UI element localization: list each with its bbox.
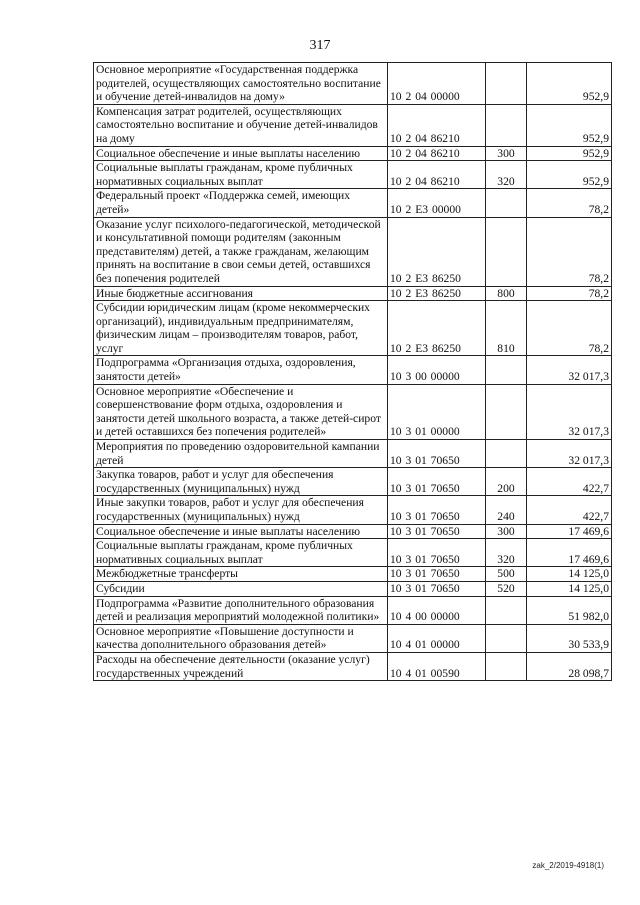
row-expense-type-cell: 520 [486, 581, 527, 596]
row-expense-type-cell [486, 189, 527, 217]
row-name-cell: Социальные выплаты гражданам, кроме публичных нормативных социальных выплат [94, 539, 388, 567]
row-code-cell: 10 2 E3 86250 [388, 286, 486, 301]
table-row [94, 146, 612, 161]
row-code-cell: 10 3 01 70650 [388, 539, 486, 567]
row-expense-type-cell: 240 [486, 496, 527, 524]
row-expense-type-cell: 300 [486, 524, 527, 539]
row-amount-cell: 32 017,3 [527, 384, 612, 439]
row-expense-type-cell: 810 [486, 301, 527, 356]
table-row [94, 217, 612, 286]
row-code-cell: 10 2 04 86210 [388, 161, 486, 189]
budget-table [93, 62, 612, 681]
row-name-cell: Социальное обеспечение и иные выплаты населению [94, 524, 388, 539]
row-expense-type-cell: 320 [486, 161, 527, 189]
table-row [94, 468, 612, 496]
table-row [94, 567, 612, 582]
table-row [94, 596, 612, 624]
row-name-cell: Закупка товаров, работ и услуг для обеспечения государственных (муниципальных) нужд [94, 468, 388, 496]
row-amount-cell: 28 098,7 [527, 652, 612, 680]
row-name-cell: Иные бюджетные ассигнования [94, 286, 388, 301]
row-amount-cell: 17 469,6 [527, 524, 612, 539]
row-name-cell: Межбюджетные трансферты [94, 567, 388, 582]
row-expense-type-cell [486, 624, 527, 652]
row-amount-cell: 51 982,0 [527, 596, 612, 624]
row-code-cell: 10 4 00 00000 [388, 596, 486, 624]
row-expense-type-cell [486, 217, 527, 286]
row-amount-cell: 952,9 [527, 63, 612, 105]
row-expense-type-cell [486, 104, 527, 146]
row-expense-type-cell: 500 [486, 567, 527, 582]
row-amount-cell: 30 533,9 [527, 624, 612, 652]
row-code-cell: 10 3 01 70650 [388, 567, 486, 582]
page-number: 317 [309, 38, 331, 53]
budget-table-body [94, 63, 612, 681]
row-expense-type-cell [486, 63, 527, 105]
row-code-cell: 10 3 01 00000 [388, 384, 486, 439]
row-expense-type-cell [486, 384, 527, 439]
row-code-cell: 10 2 E3 00000 [388, 189, 486, 217]
row-code-cell: 10 2 E3 86250 [388, 301, 486, 356]
row-code-cell: 10 2 E3 86250 [388, 217, 486, 286]
table-row [94, 384, 612, 439]
row-code-cell: 10 3 01 70650 [388, 524, 486, 539]
table-row [94, 496, 612, 524]
row-name-cell: Субсидии [94, 581, 388, 596]
row-name-cell: Основное мероприятие «Государственная поддержка родителей, осуществляющих самостоятельно воспитание и обучение детей-инвалидов на дому» [94, 63, 388, 105]
row-code-cell: 10 3 00 00000 [388, 356, 486, 384]
row-expense-type-cell [486, 356, 527, 384]
row-amount-cell: 32 017,3 [527, 356, 612, 384]
row-expense-type-cell [486, 652, 527, 680]
row-name-cell: Подпрограмма «Развитие дополнительного образования детей и реализация мероприятий молодежной политики» [94, 596, 388, 624]
row-amount-cell: 78,2 [527, 189, 612, 217]
row-amount-cell: 952,9 [527, 104, 612, 146]
table-row [94, 440, 612, 468]
row-amount-cell: 17 469,6 [527, 539, 612, 567]
row-code-cell: 10 2 04 86210 [388, 104, 486, 146]
row-expense-type-cell [486, 596, 527, 624]
row-name-cell: Основное мероприятие «Повышение доступности и качества дополнительного образования детей» [94, 624, 388, 652]
table-row [94, 189, 612, 217]
row-code-cell: 10 3 01 70650 [388, 468, 486, 496]
row-name-cell: Основное мероприятие «Обеспечение и совершенствование форм отдыха, оздоровления и занятости детей школьного возраста, а также детей-сирот и детей оставшихся без попечения родителей» [94, 384, 388, 439]
row-amount-cell: 32 017,3 [527, 440, 612, 468]
table-row [94, 652, 612, 680]
row-amount-cell: 422,7 [527, 468, 612, 496]
table-row [94, 301, 612, 356]
row-name-cell: Компенсация затрат родителей, осуществляющих самостоятельно воспитание и обучение детей-инвалидов на дому [94, 104, 388, 146]
table-row [94, 539, 612, 567]
row-code-cell: 10 3 01 70650 [388, 496, 486, 524]
table-row [94, 104, 612, 146]
row-code-cell: 10 3 01 70650 [388, 440, 486, 468]
row-expense-type-cell: 200 [486, 468, 527, 496]
row-expense-type-cell [486, 440, 527, 468]
row-code-cell: 10 2 04 00000 [388, 63, 486, 105]
table-row [94, 63, 612, 105]
row-name-cell: Иные закупки товаров, работ и услуг для обеспечения государственных (муниципальных) нужд [94, 496, 388, 524]
row-name-cell: Социальное обеспечение и иные выплаты населению [94, 146, 388, 161]
row-name-cell: Подпрограмма «Организация отдыха, оздоровления, занятости детей» [94, 356, 388, 384]
table-row [94, 286, 612, 301]
row-name-cell: Федеральный проект «Поддержка семей, имеющих детей» [94, 189, 388, 217]
table-row [94, 356, 612, 384]
row-amount-cell: 78,2 [527, 301, 612, 356]
row-name-cell: Мероприятия по проведению оздоровительной кампании детей [94, 440, 388, 468]
table-row [94, 581, 612, 596]
row-amount-cell: 952,9 [527, 161, 612, 189]
table-row [94, 161, 612, 189]
row-amount-cell: 78,2 [527, 286, 612, 301]
row-amount-cell: 422,7 [527, 496, 612, 524]
row-expense-type-cell: 320 [486, 539, 527, 567]
row-amount-cell: 14 125,0 [527, 581, 612, 596]
table-row [94, 524, 612, 539]
row-amount-cell: 78,2 [527, 217, 612, 286]
row-amount-cell: 952,9 [527, 146, 612, 161]
row-expense-type-cell: 300 [486, 146, 527, 161]
row-name-cell: Расходы на обеспечение деятельности (оказание услуг) государственных учреждений [94, 652, 388, 680]
row-amount-cell: 14 125,0 [527, 567, 612, 582]
row-name-cell: Социальные выплаты гражданам, кроме публичных нормативных социальных выплат [94, 161, 388, 189]
row-code-cell: 10 4 01 00000 [388, 624, 486, 652]
row-expense-type-cell: 800 [486, 286, 527, 301]
table-row [94, 624, 612, 652]
row-code-cell: 10 4 01 00590 [388, 652, 486, 680]
row-code-cell: 10 2 04 86210 [388, 146, 486, 161]
row-code-cell: 10 3 01 70650 [388, 581, 486, 596]
document-footer-code: zak_2/2019-4918(1) [532, 861, 604, 870]
row-name-cell: Оказание услуг психолого-педагогической, методической и консультативной помощи родителям (законным представителям) детей, а также гражданам, желающим принять на воспитание в свои семьи детей, оставшихся без попечения родителей [94, 217, 388, 286]
row-name-cell: Субсидии юридическим лицам (кроме некоммерческих организаций), индивидуальным предпринимателям, физическим лицам – производителям товаров, работ, услуг [94, 301, 388, 356]
